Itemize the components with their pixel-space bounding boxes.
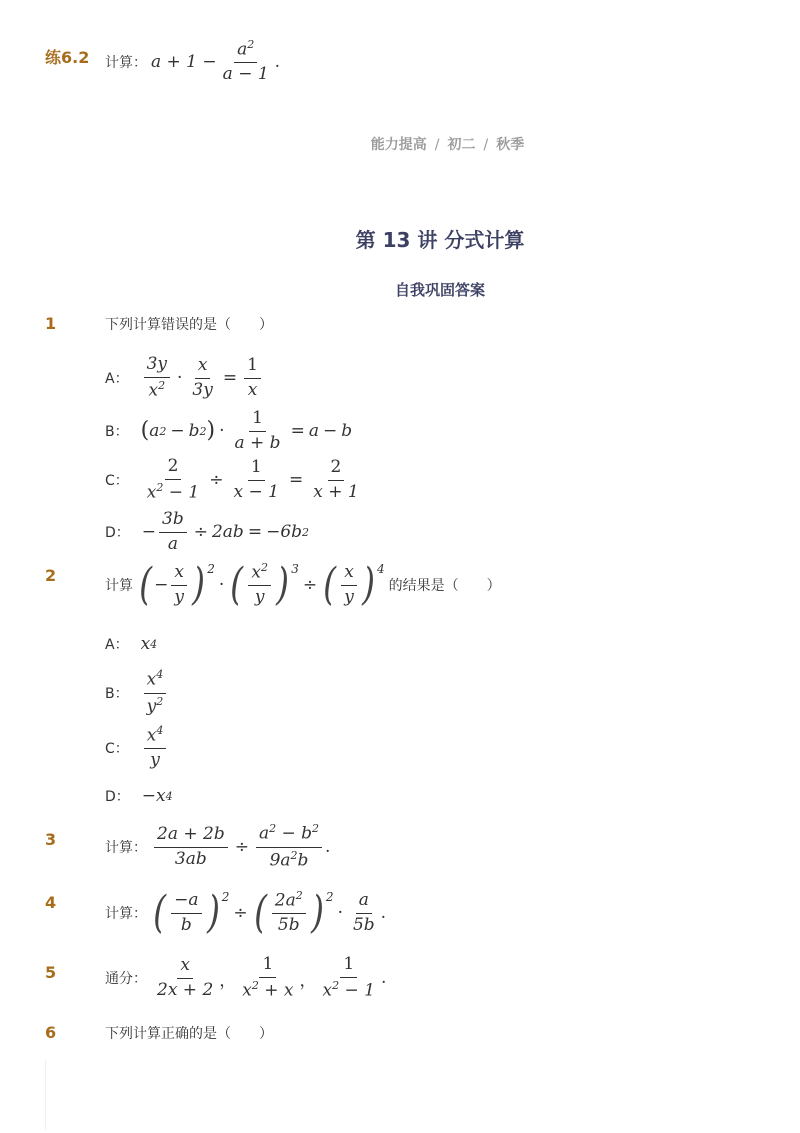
practice-expr-tail: . [274,52,281,72]
q2-option-c[interactable] [105,723,169,773]
practice-question [105,37,280,87]
breadcrumb: 能力提高 / 初二 / 秋季 [370,137,525,153]
math-expression: $\frac{x^4}{y}$ [141,725,170,771]
option-label: D： [105,789,130,805]
practice-fraction [220,39,272,85]
option-label: A： [105,637,129,653]
question-text [105,953,386,1003]
math-expression: x 4 [140,634,158,654]
question-number: 6 [45,1023,57,1042]
math-expression: $\frac{2a + 2b}{3ab}$ ÷ $\frac{a^2 - b^2}{9a^2b}$ . [151,823,330,870]
option-label: D： [105,525,130,541]
question-text [105,1008,273,1058]
math-expression: $\frac{x^4}{y^2}$ [141,669,170,716]
practice-number: 练6.2 [45,48,90,67]
math-expression: − $\frac{3b}{a}$ ÷ 2ab = − 6b 2 [141,508,310,554]
question-number: 1 [45,314,57,333]
q2-prompt: 计算 [105,578,133,594]
math-expression: $\frac{2}{x^2 - 1}$ ÷ $\frac{1}{x - 1}$ = $\frac{2}{x + 1}$ [146,456,359,503]
question-number: 2 [45,566,57,585]
q5-prompt: 通分： [105,971,147,987]
question-number: 5 [45,963,57,982]
question-text [105,888,386,938]
q4-prompt: 计算： [105,906,147,922]
practice-frac-exp: 2 [247,38,255,52]
question-text [105,822,330,872]
question-number: 3 [45,830,57,849]
option-label: A： [105,371,129,387]
option-label: C： [105,473,129,489]
breadcrumb-item[interactable]: 秋季 [496,137,525,153]
question-number: 4 [45,893,57,912]
option-label: B： [105,424,129,440]
q2-option-d[interactable] [105,771,173,821]
q2-option-b[interactable] [105,668,169,718]
section-title: 自我巩固答案 [394,281,485,299]
math-expression: ( − $\frac{x}{y}$ ) $^2$ · ( $\frac{x^2}{y}$ ) $^3$ ÷ ( $\frac{x}{y}$ ) $^4$ [139,559,385,610]
question-text [105,560,501,610]
q2-option-a[interactable] [105,619,157,669]
practice-prompt: 计算： [105,55,147,71]
math-expression: $\frac{3y}{x^2}$ · $\frac{x}{3y}$ = $\frac{1}{x}$ [141,355,264,401]
practice-expression [151,39,280,85]
q6-text: 下列计算正确的是（ ） [105,1026,273,1042]
margin-divider [45,1060,46,1130]
q1-text: 下列计算错误的是（ ） [105,317,273,333]
practice-frac-num: a [237,39,248,60]
math-expression: ( $\frac{-a}{b}$ ) $^2$ ÷ ( $\frac{2a^2}{5b}$ ) $^2$ · $\frac{a}{5b}$ . [153,887,387,938]
option-label: B： [105,686,129,702]
question-text [105,299,273,349]
option-label: C： [105,741,129,757]
practice-expr-lead: a + 1 − [151,52,217,72]
q1-option-d[interactable] [105,507,309,557]
breadcrumb-item[interactable]: 能力提高 [370,137,427,153]
q1-option-a[interactable] [105,353,264,403]
q2-suffix: 的结果是（ ） [388,578,501,594]
q1-option-c[interactable] [105,455,365,505]
math-expression: − x 4 [141,786,173,806]
breadcrumb-item[interactable]: 初二 [447,137,476,153]
lesson-title: 第 13 讲 分式计算 [355,228,525,252]
q1-option-b[interactable] [105,406,352,456]
practice-frac-den: a − 1 [222,64,269,85]
math-expression: $\frac{x}{2x + 2}$ ， $\frac{1}{x^2 + x}$ ， $\frac{1}{x^2 - 1}$ . [157,954,387,1001]
q3-prompt: 计算： [105,840,147,856]
math-expression: ( a 2 − b 2 ) · $\frac{1}{a + b}$ = a − b [140,407,353,453]
